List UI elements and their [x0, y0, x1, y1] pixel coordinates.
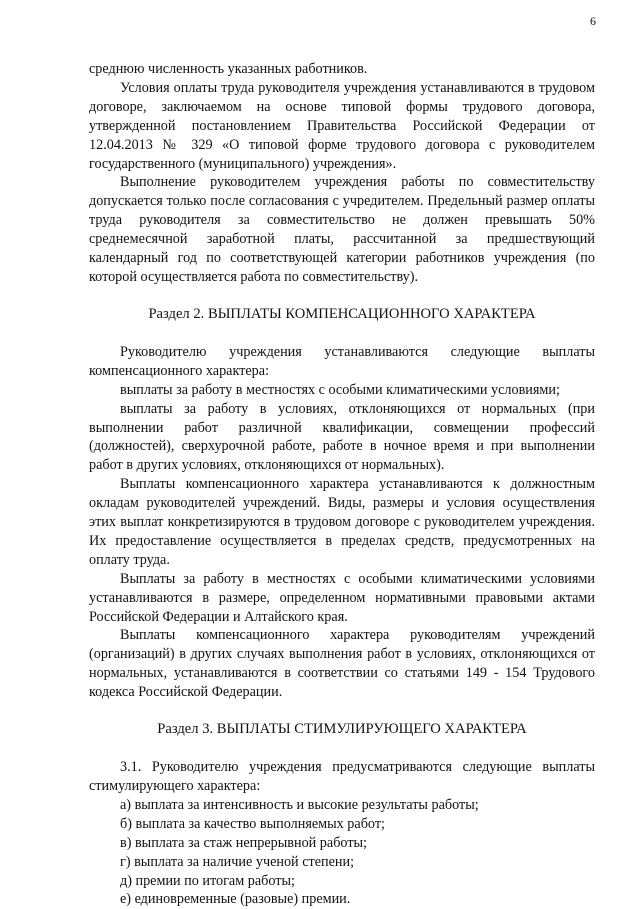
- list-item: е) единовременные (разовые) премии.: [120, 891, 351, 908]
- paragraph: Выплаты за работу в местностях с особыми климатическими условиями устанавливаются в размере, определенном нормативными правовыми актами Российской Федерации и Алтайского края.: [89, 570, 595, 625]
- paragraph: Условия оплаты труда руководителя учреждения устанавливаются в трудовом договоре, заключаемом на основе типовой формы трудового договора, утвержденной постановлением Правительства Российской Федерации от 12.04.2013 № 329 «О типовой форме трудового договора с руководителем государственного (муниципального) учреждения».: [89, 79, 595, 172]
- list-item: д) премии по итогам работы;: [120, 872, 295, 889]
- paragraph: Руководителю учреждения устанавливаются следующие выплаты компенсационного характера:: [89, 343, 595, 379]
- paragraph: среднюю численность указанных работников.: [89, 61, 368, 77]
- list-item: а) выплата за интенсивность и высокие результаты работы;: [120, 796, 479, 813]
- paragraph: Выплаты компенсационного характера устанавливаются к должностным окладам руководителей учреждений. Виды, размеры и условия осуществления этих выплат конкретизируются в трудовом договоре с руководителем учреждения. Их предоставление осуществляется в пределах средств, предусмотренных на оплату труда.: [89, 476, 595, 568]
- list-item: в) выплата за стаж непрерывной работы;: [120, 834, 367, 851]
- document-body: [89, 60, 595, 909]
- paragraph: Выполнение руководителем учреждения работы по совместительству допускается только после согласования с учредителем. Предельный размер оплаты труда руководителя за совместительство не должен превышать 50% среднемесячной заработной платы, рассчитанной за предшествующий календарный год по соответствующей категории работников учреждения (по которой осуществляется работа по совместительству).: [89, 174, 595, 285]
- section-heading: Раздел 2. ВЫПЛАТЫ КОМПЕНСАЦИОННОГО ХАРАКТЕРА: [148, 305, 536, 322]
- paragraph: выплаты за работу в местностях с особыми климатическими условиями;: [120, 381, 560, 398]
- paragraph: выплаты за работу в условиях, отклоняющихся от нормальных (при выполнении работ различной квалификации, совмещении профессий (должностей), сверхурочной работе, работе в ночное время и при выполнении работ в других условиях, отклоняющихся от нормальных).: [89, 400, 595, 474]
- paragraph: 3.1. Руководителю учреждения предусматриваются следующие выплаты стимулирующего характера:: [89, 759, 595, 794]
- list-item: б) выплата за качество выполняемых работ;: [120, 815, 385, 832]
- section-heading: Раздел 3. ВЫПЛАТЫ СТИМУЛИРУЮЩЕГО ХАРАКТЕРА: [157, 721, 527, 738]
- page-number: 6: [590, 14, 596, 28]
- paragraph: Выплаты компенсационного характера руководителям учреждений (организаций) в других случаях выполнения работ в условиях, отклоняющихся от нормальных, устанавливаются в соответствии со статьями 149 - 154 Трудового кодекса Российской Федерации.: [89, 627, 595, 701]
- list-item: г) выплата за наличие ученой степени;: [120, 853, 355, 870]
